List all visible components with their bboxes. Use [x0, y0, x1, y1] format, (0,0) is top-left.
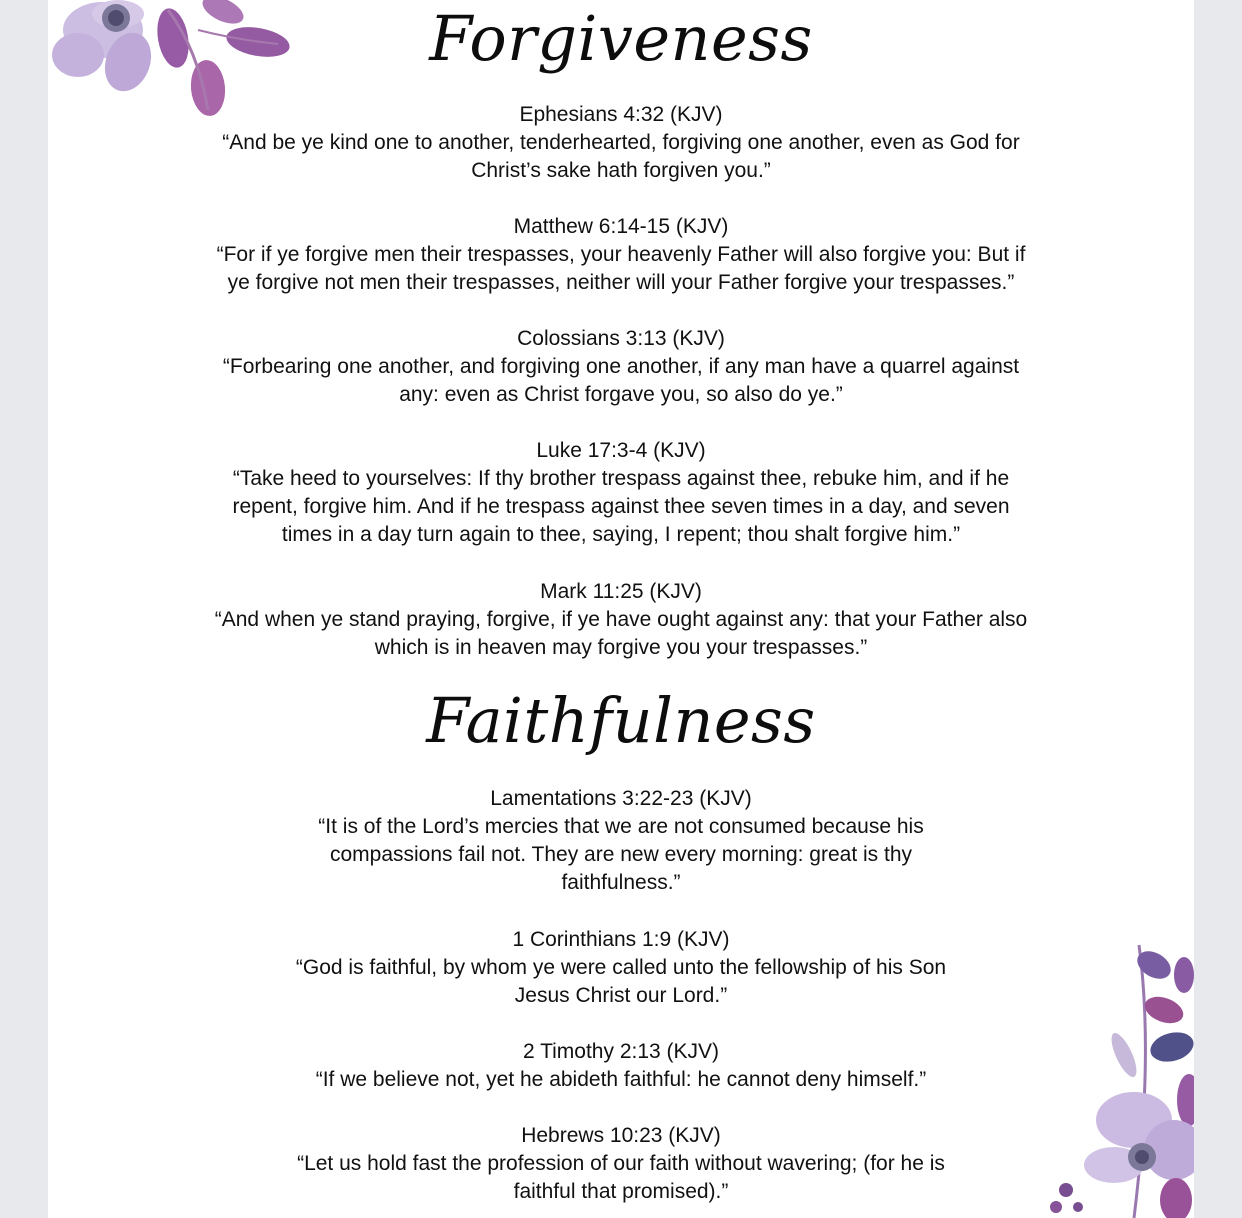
verse-reference: Hebrews 10:23 (KJV)	[521, 1124, 721, 1147]
verse-ephesians	[48, 101, 1194, 185]
verse-reference: Luke 17:3-4 (KJV)	[536, 439, 706, 462]
verse-line: “Take heed to yourselves: If thy brother trespass against thee, rebuke him, and if he	[232, 467, 1010, 490]
verse-mark	[48, 578, 1194, 662]
verse-line: ye forgive not men their trespasses, neither will your Father forgive your trespasses.”	[227, 271, 1015, 294]
verse-matthew	[48, 213, 1194, 297]
verse-line: times in a day turn again to thee, saying, I repent; thou shalt forgive him.”	[281, 523, 961, 546]
verse-line: faithful that promised).”	[513, 1180, 729, 1203]
verse-2-timothy	[48, 1038, 1194, 1094]
verse-lamentations	[48, 785, 1194, 897]
verse-line: “Forbearing one another, and forgiving one another, if any man have a quarrel against	[222, 355, 1020, 378]
verse-line: Christ’s sake hath forgiven you.”	[471, 159, 771, 182]
verse-1-corinthians	[48, 926, 1194, 1010]
verse-line: faithfulness.”	[561, 871, 681, 894]
verse-reference: Lamentations 3:22-23 (KJV)	[490, 787, 752, 810]
scripture-page	[48, 0, 1194, 1218]
verse-line: “For if ye forgive men their trespasses, your heavenly Father will also forgive you: But if	[216, 243, 1026, 266]
verse-line: “It is of the Lord’s mercies that we are not consumed because his	[318, 815, 924, 838]
verse-reference: 1 Corinthians 1:9 (KJV)	[512, 928, 730, 951]
verse-luke	[48, 437, 1194, 549]
verse-line: Jesus Christ our Lord.”	[514, 984, 728, 1007]
verse-colossians	[48, 325, 1194, 409]
verse-line: any: even as Christ forgave you, so also do ye.”	[399, 383, 843, 406]
verse-line: compassions fail not. They are new every morning: great is thy	[329, 843, 913, 866]
verse-line: “Let us hold fast the profession of our faith without wavering; (for he is	[297, 1152, 945, 1175]
verse-hebrews	[48, 1122, 1194, 1206]
verse-line: “And when ye stand praying, forgive, if ye have ought against any: that your Father also	[214, 608, 1028, 631]
section-title-faithfulness: Faithfulness	[426, 684, 816, 757]
verse-line: “And be ye kind one to another, tenderhearted, forgiving one another, even as God for	[222, 131, 1020, 154]
verse-reference: Matthew 6:14-15 (KJV)	[513, 215, 729, 238]
verse-reference: Ephesians 4:32 (KJV)	[519, 103, 723, 126]
verse-line: repent, forgive him. And if he trespass against thee seven times in a day, and seven	[232, 495, 1010, 518]
verse-line: which is in heaven may forgive you your trespasses.”	[374, 636, 868, 659]
section-title-forgiveness: Forgiveness	[429, 2, 813, 75]
verse-line: “God is faithful, by whom ye were called unto the fellowship of his Son	[295, 956, 947, 979]
verse-line: “If we believe not, yet he abideth faithful: he cannot deny himself.”	[315, 1068, 927, 1091]
verse-reference: 2 Timothy 2:13 (KJV)	[522, 1040, 720, 1063]
verse-reference: Mark 11:25 (KJV)	[540, 580, 702, 603]
verse-reference: Colossians 3:13 (KJV)	[517, 327, 725, 350]
